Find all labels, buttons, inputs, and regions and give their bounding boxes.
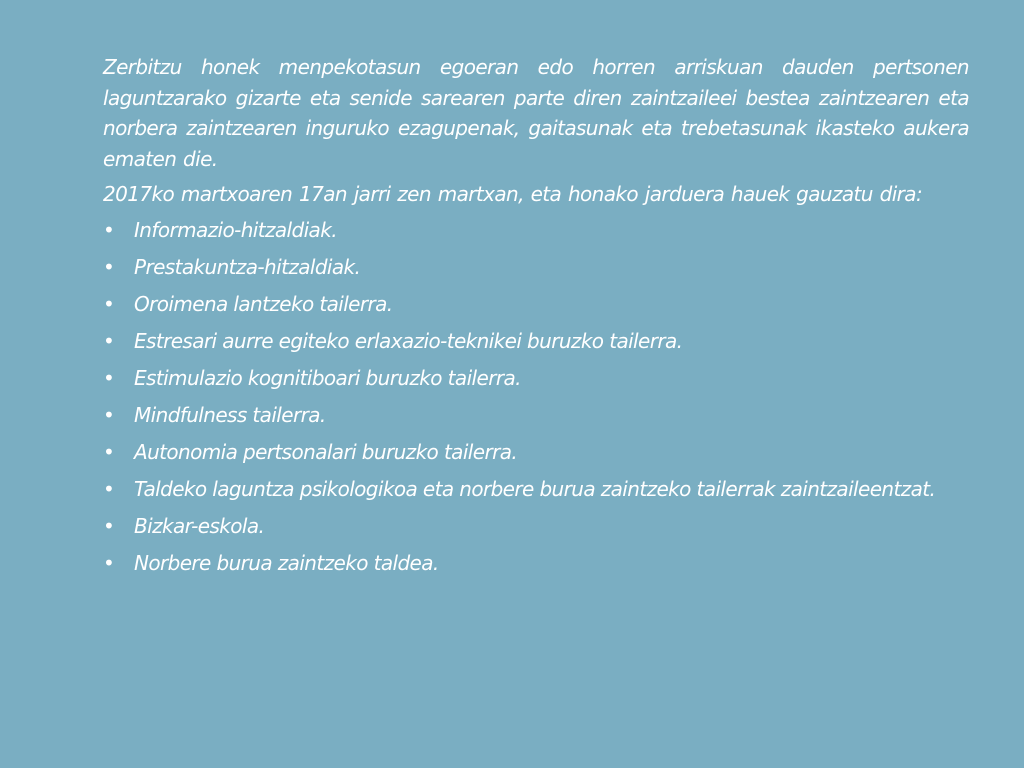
- list-item-text: Oroimena lantzeko tailerra.: [134, 291, 393, 316]
- bullet-icon: •: [103, 217, 115, 242]
- bullet-icon: •: [103, 254, 115, 279]
- bullet-icon: •: [103, 328, 115, 353]
- list-item-text: Bizkar-eskola.: [134, 513, 265, 538]
- bullet-icon: •: [103, 291, 115, 316]
- list-item: [103, 511, 969, 542]
- list-item: [103, 252, 969, 283]
- list-item-text: Autonomia pertsonalari buruzko tailerra.: [134, 439, 518, 464]
- list-item-text: Estimulazio kognitiboari buruzko tailerra.: [134, 365, 521, 390]
- slide-content: [103, 52, 969, 585]
- list-item-text: Informazio-hitzaldiak.: [134, 217, 337, 242]
- list-item: [103, 326, 969, 357]
- intro-paragraph-2: 2017ko martxoaren 17an jarri zen martxan, eta honako jarduera hauek gauzatu dira:: [103, 182, 923, 206]
- list-item: [103, 215, 969, 246]
- list-item-text: Estresari aurre egiteko erlaxazio-teknikei buruzko tailerra.: [134, 328, 683, 353]
- list-item-text: Norbere burua zaintzeko taldea.: [134, 550, 439, 575]
- list-item-text: Prestakuntza-hitzaldiak.: [134, 254, 361, 279]
- list-item-text: Taldeko laguntza psikologikoa eta norbere burua zaintzeko tailerrak zaintzaileentzat.: [134, 476, 936, 501]
- bullet-icon: •: [103, 402, 115, 427]
- list-item: [103, 437, 969, 468]
- bullet-icon: •: [103, 476, 115, 501]
- list-item: [103, 289, 969, 320]
- list-item: [103, 474, 969, 505]
- list-item: [103, 400, 969, 431]
- intro-paragraph-1: Zerbitzu honek menpekotasun egoeran edo horren arriskuan dauden pertsonen laguntzarako gizarte eta senide sarearen parte diren zaintzaileei bestea zaintzearen eta norbera zaintzearen inguruko ezagupenak, gaitasunak eta trebetasunak ikasteko aukera ematen die.: [103, 55, 969, 171]
- bullet-icon: •: [103, 439, 115, 464]
- bullet-icon: •: [103, 365, 115, 390]
- bullet-icon: •: [103, 513, 115, 538]
- list-item: [103, 548, 969, 579]
- list-item: [103, 363, 969, 394]
- bullet-icon: •: [103, 550, 115, 575]
- list-item-text: Mindfulness tailerra.: [134, 402, 326, 427]
- activities-list: [103, 215, 969, 579]
